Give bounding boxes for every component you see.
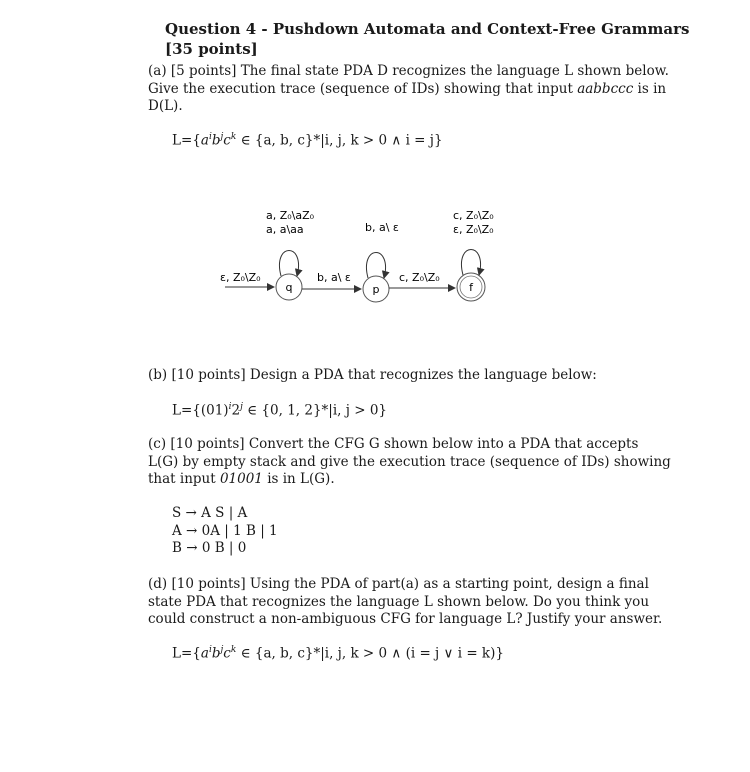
part-c-line2: L(G) by empty stack and give the execution trace (sequence of IDs) showing <box>148 453 671 470</box>
start-label: ε, Z₀\Z₀ <box>220 271 261 284</box>
part-a-language: $L=\{a^ib^jc^k$ ∈ {a, b, c}*|i, j, k > 0 ∧ i = j} <box>172 132 443 149</box>
grammar-rule-s: S → A S | A <box>172 505 248 521</box>
part-c-line1: (c) [10 points] Convert the CFG G shown below into a PDA that accepts <box>148 436 639 452</box>
part-c-text <box>148 436 671 489</box>
edge-q-p-label: b, a\ ε <box>317 271 351 284</box>
loop-p-label: b, a\ ε <box>365 221 399 234</box>
loop-p <box>366 253 385 279</box>
part-d-line3: could construct a non-ambiguous CFG for language L? Justify your answer. <box>148 611 663 627</box>
part-c-input: 01001 <box>219 471 263 487</box>
grammar <box>172 505 278 558</box>
part-a-line3: D(L). <box>148 98 183 114</box>
part-a-line2: Give the execution trace (sequence of IDs) showing that input aabbccc is in <box>148 80 667 97</box>
loop-q-label-2: a, a\aa <box>266 223 304 236</box>
edge-p-f-label: c, Z₀\Z₀ <box>399 271 440 284</box>
question-points: [35 points] <box>165 40 258 58</box>
loop-f-label-2: ε, Z₀\Z₀ <box>453 223 494 236</box>
part-c-line3: that input 01001 is in L(G). <box>148 471 335 487</box>
part-d-language: $L=\{a^ib^jc^k$ ∈ {a, b, c}*|i, j, k > 0 ∧ (i = j ∨ i = k)} <box>172 645 504 662</box>
loop-f-label-1: c, Z₀\Z₀ <box>453 209 494 222</box>
state-q-label: q <box>285 281 293 294</box>
state-f-label: f <box>469 281 473 294</box>
part-d-line1: (d) [10 points] Using the PDA of part(a) as a starting point, design a final <box>148 576 649 592</box>
part-d-text <box>148 576 662 629</box>
part-b-text: (b) [10 points] Design a PDA that recognizes the language below: <box>148 367 597 383</box>
question-title-line1: Question 4 - Pushdown Automata and Context-Free Grammars <box>165 20 690 38</box>
part-b-language: $L=\{(01)^i2^j$ ∈ {0, 1, 2}*|i, j > 0} <box>172 402 388 419</box>
loop-q-label-1: a, Z₀\aZ₀ <box>266 209 315 222</box>
loop-q <box>279 251 298 277</box>
grammar-rule-b: B → 0 B | 0 <box>172 540 247 556</box>
part-d-line2: state PDA that recognizes the language L shown below. Do you think you <box>148 593 650 610</box>
state-p-label: p <box>372 283 380 296</box>
loop-f <box>461 250 480 276</box>
grammar-rule-a: A → 0A | 1 B | 1 <box>172 522 278 539</box>
part-a-line1: (a) [5 points] The final state PDA D recognizes the language L shown below. <box>148 63 669 79</box>
part-a-input: aabbccc <box>577 80 634 97</box>
